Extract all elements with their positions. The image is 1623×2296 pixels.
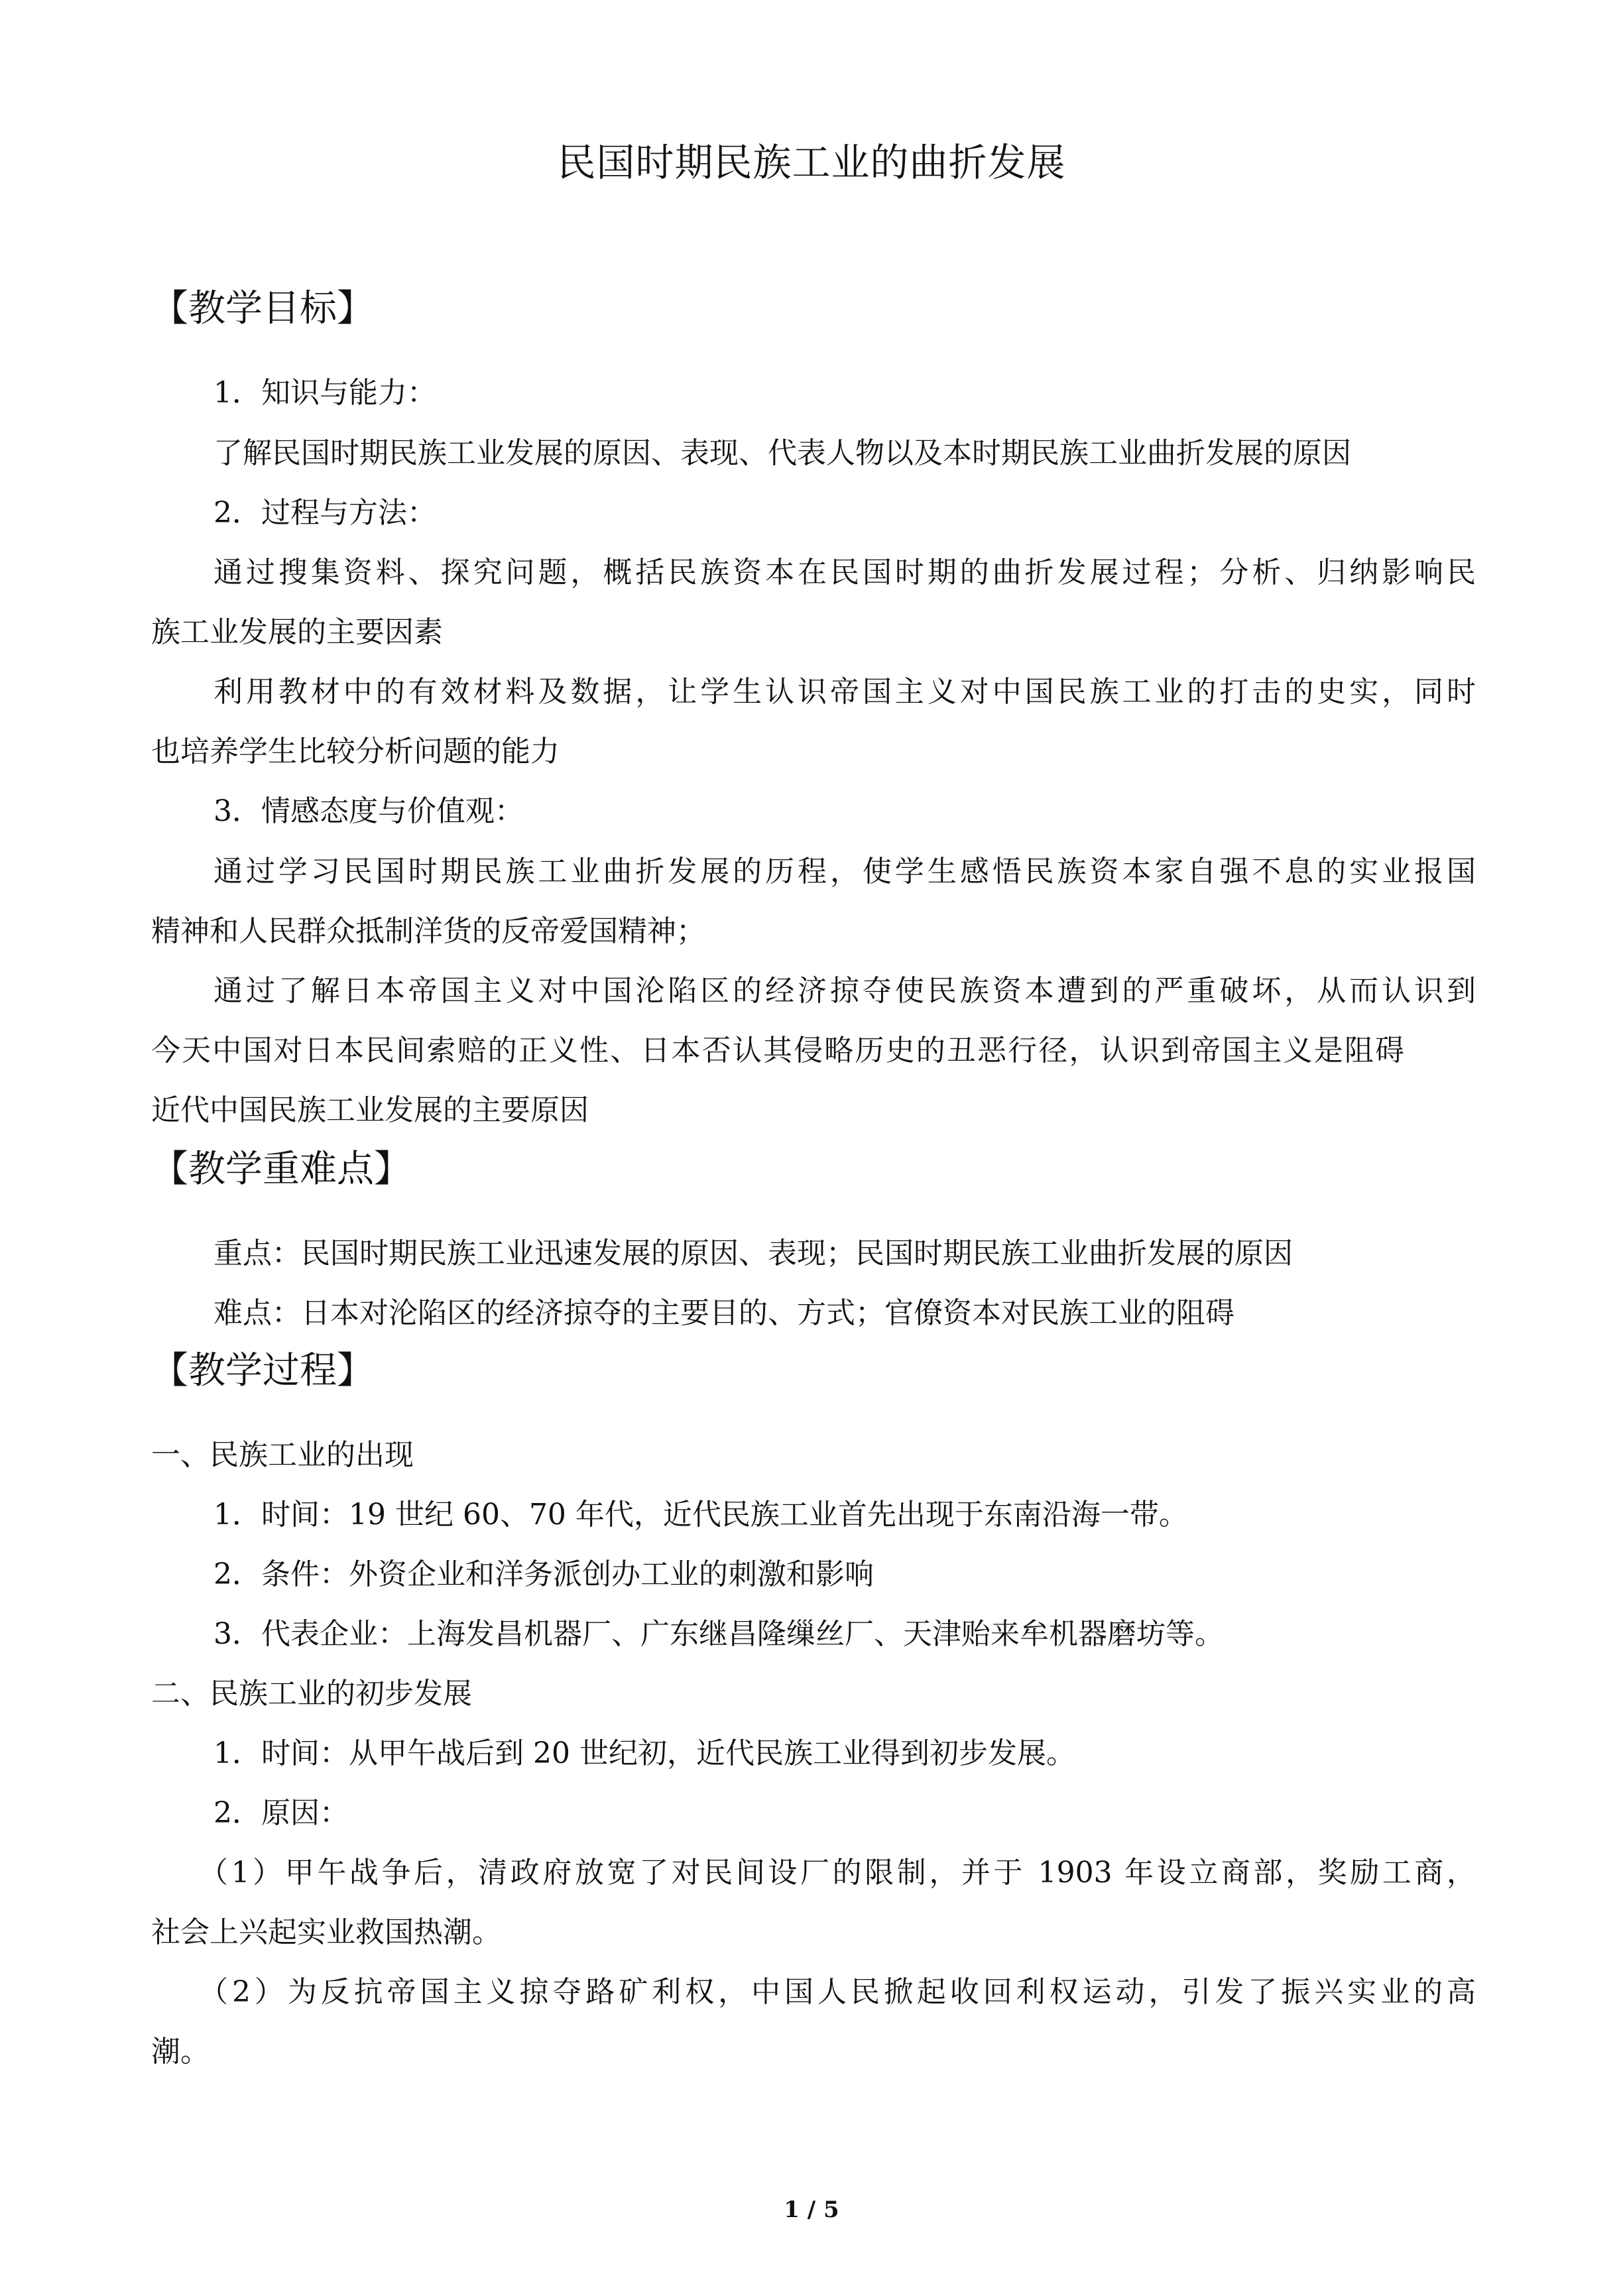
section-heading-process: 【教学过程】 <box>151 1349 374 1392</box>
process-part1-title: 一、民族工业的出现 <box>151 1438 414 1472</box>
process-part1-item2: 2．条件：外资企业和洋务派创办工业的刺激和影响 <box>213 1557 874 1591</box>
objective-1-text: 了解民国时期民族工业发展的原因、表现、代表人物以及本时期民族工业曲折发展的原因 <box>213 436 1351 470</box>
objective-3-text-line2: 精神和人民群众抵制洋货的反帝爱国精神； <box>151 914 705 948</box>
key-point-text: 重点：民国时期民族工业迅速发展的原因、表现；民国时期民族工业曲折发展的原因 <box>213 1237 1293 1270</box>
process-part2-reason1-line2: 社会上兴起实业救国热潮。 <box>151 1915 501 1949</box>
process-part1-item3: 3．代表企业：上海发昌机器厂、广东继昌隆缫丝厂、天津贻来牟机器磨坊等。 <box>213 1617 1224 1651</box>
section-heading-objectives: 【教学目标】 <box>151 287 374 330</box>
objective-2-text2-line1: 利用教材中的有效材料及数据，让学生认识帝国主义对中国民族工业的打击的史实，同时 <box>213 675 1476 709</box>
objective-3-text-line1: 通过学习民国时期民族工业曲折发展的历程，使学生感悟民族资本家自强不息的实业报国 <box>213 855 1476 888</box>
process-part2-title: 二、民族工业的初步发展 <box>151 1677 472 1711</box>
objective-3-text2-line1: 通过了解日本帝国主义对中国沦陷区的经济掠夺使民族资本遭到的严重破坏，从而认识到 <box>213 974 1476 1008</box>
objective-2-label: 2．过程与方法： <box>213 496 436 530</box>
objective-3-text2-line2: 今天中国对日本民间索赔的正义性、日本否认其侵略历史的丑恶行径，认识到帝国主义是阻碍 <box>151 1034 1404 1067</box>
objective-3-label: 3．情感态度与价值观： <box>213 794 524 828</box>
objective-2-text2-line2: 也培养学生比较分析问题的能力 <box>151 735 560 768</box>
process-part2-reason2-line2: 潮。 <box>151 2035 210 2069</box>
page-number: 1 / 5 <box>784 2197 839 2223</box>
process-part1-item1: 1．时间：19 世纪 60、70 年代，近代民族工业首先出现于东南沿海一带。 <box>213 1498 1188 1532</box>
process-part2-reason2-line1: （2）为反抗帝国主义掠夺路矿利权，中国人民掀起收回利权运动，引发了振兴实业的高 <box>199 1975 1476 2009</box>
document-title: 民国时期民族工业的曲折发展 <box>557 140 1066 185</box>
section-heading-key-points: 【教学重难点】 <box>151 1148 411 1191</box>
objective-2-text-line2: 族工业发展的主要因素 <box>151 615 443 649</box>
objective-2-text-line1: 通过搜集资料、探究问题，概括民族资本在民国时期的曲折发展过程；分析、归纳影响民 <box>213 556 1476 589</box>
process-part2-item2: 2．原因： <box>213 1796 349 1830</box>
difficult-point-text: 难点：日本对沦陷区的经济掠夺的主要目的、方式；官僚资本对民族工业的阻碍 <box>213 1296 1234 1330</box>
process-part2-reason1-line1: （1）甲午战争后，清政府放宽了对民间设厂的限制，并于 1903 年设立商部，奖励工商， <box>199 1856 1476 1890</box>
objective-3-text2-line3: 近代中国民族工业发展的主要原因 <box>151 1093 589 1127</box>
process-part2-item1: 1．时间：从甲午战后到 20 世纪初，近代民族工业得到初步发展。 <box>213 1736 1075 1770</box>
objective-1-label: 1．知识与能力： <box>213 376 436 410</box>
